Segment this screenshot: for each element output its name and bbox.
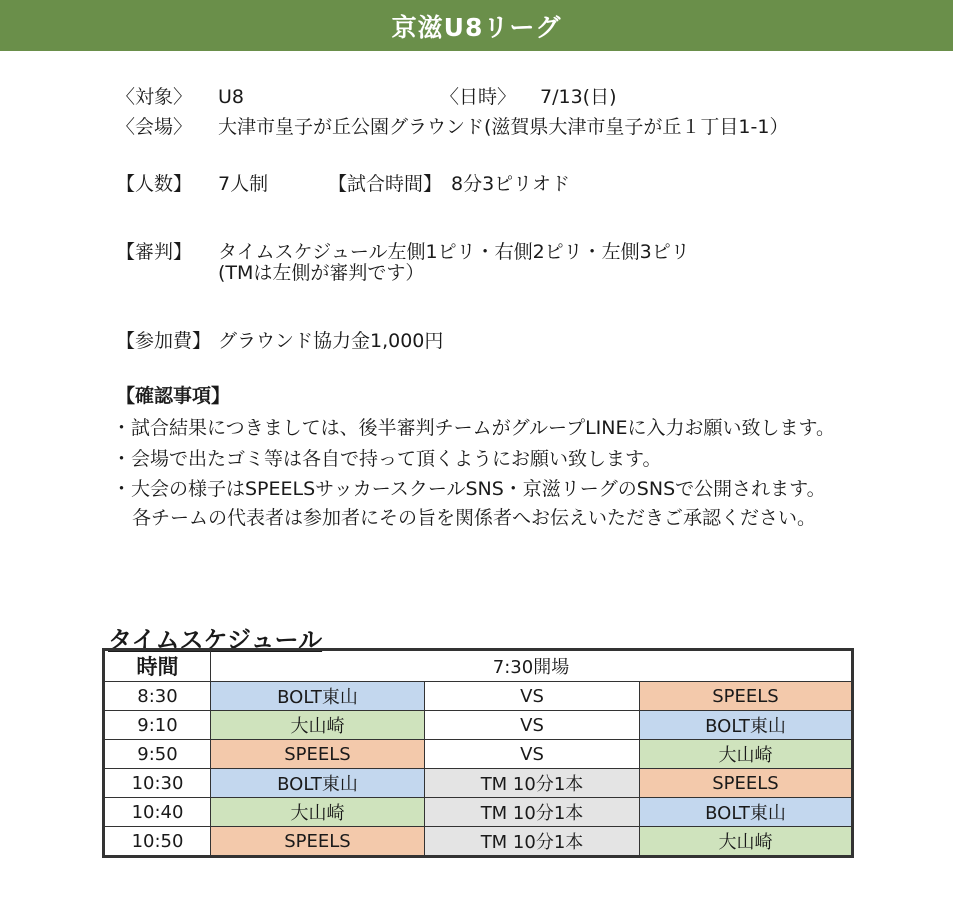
team-left: 大山崎 — [211, 798, 425, 827]
target-label: 〈対象〉 — [116, 86, 193, 108]
match-time: 10:40 — [104, 798, 211, 827]
referee-label: 【審判】 — [116, 241, 193, 263]
match-time-label: 【試合時間】 — [328, 173, 443, 195]
match-type: VS — [425, 711, 640, 740]
match-time: 10:30 — [104, 769, 211, 798]
schedule-header-row — [104, 650, 853, 682]
players-value: 7人制 — [218, 173, 269, 195]
match-type: VS — [425, 682, 640, 711]
table-row — [104, 682, 853, 711]
team-left: SPEELS — [211, 827, 425, 857]
match-time: 9:10 — [104, 711, 211, 740]
fee-value: グラウンド協力金1,000円 — [218, 330, 444, 352]
notes-heading: 【確認事項】 — [116, 385, 231, 407]
match-time: 10:50 — [104, 827, 211, 857]
match-type: VS — [425, 740, 640, 769]
team-right: BOLT東山 — [640, 711, 853, 740]
schedule-title: タイムスケジュール — [108, 626, 323, 654]
target-value: U8 — [218, 86, 244, 108]
team-right: BOLT東山 — [640, 798, 853, 827]
table-row — [104, 711, 853, 740]
note-item: 各チームの代表者は参加者にその旨を関係者へお伝えいただきご承認ください。 — [132, 507, 817, 529]
match-type: TM 10分1本 — [425, 798, 640, 827]
header-open: 7:30開場 — [211, 650, 853, 682]
team-left: BOLT東山 — [211, 769, 425, 798]
table-row — [104, 798, 853, 827]
table-row — [104, 827, 853, 857]
table-row — [104, 740, 853, 769]
referee-line-1: タイムスケジュール左側1ピリ・右側2ピリ・左側3ピリ — [218, 241, 690, 263]
team-left: 大山崎 — [211, 711, 425, 740]
page-title: 京滋U8リーグ — [391, 12, 562, 42]
team-right: SPEELS — [640, 682, 853, 711]
team-left: SPEELS — [211, 740, 425, 769]
title-banner — [0, 0, 953, 51]
note-item: ・試合結果につきましては、後半審判チームがグループLINEに入力お願い致します。 — [112, 417, 835, 439]
players-label: 【人数】 — [116, 173, 193, 195]
team-right: SPEELS — [640, 769, 853, 798]
team-right: 大山崎 — [640, 827, 853, 857]
team-right: 大山崎 — [640, 740, 853, 769]
schedule-table — [102, 648, 854, 858]
match-type: TM 10分1本 — [425, 827, 640, 857]
date-label: 〈日時〉 — [440, 86, 517, 108]
referee-line-2: (TMは左側が審判です） — [218, 262, 425, 284]
note-item: ・大会の様子はSPEELSサッカースクールSNS・京滋リーグのSNSで公開されます。 — [112, 478, 826, 500]
date-value: 7/13(日) — [540, 86, 617, 108]
header-time: 時間 — [104, 650, 211, 682]
team-left: BOLT東山 — [211, 682, 425, 711]
match-time: 9:50 — [104, 740, 211, 769]
venue-label: 〈会場〉 — [116, 116, 193, 138]
note-item: ・会場で出たゴミ等は各自で持って頂くようにお願い致します。 — [112, 448, 662, 470]
fee-label: 【参加費】 — [116, 330, 212, 352]
venue-value: 大津市皇子が丘公園グラウンド(滋賀県大津市皇子が丘１丁目1-1） — [218, 116, 789, 138]
match-time: 8:30 — [104, 682, 211, 711]
match-type: TM 10分1本 — [425, 769, 640, 798]
match-time-value: 8分3ピリオド — [451, 173, 570, 195]
table-row — [104, 769, 853, 798]
